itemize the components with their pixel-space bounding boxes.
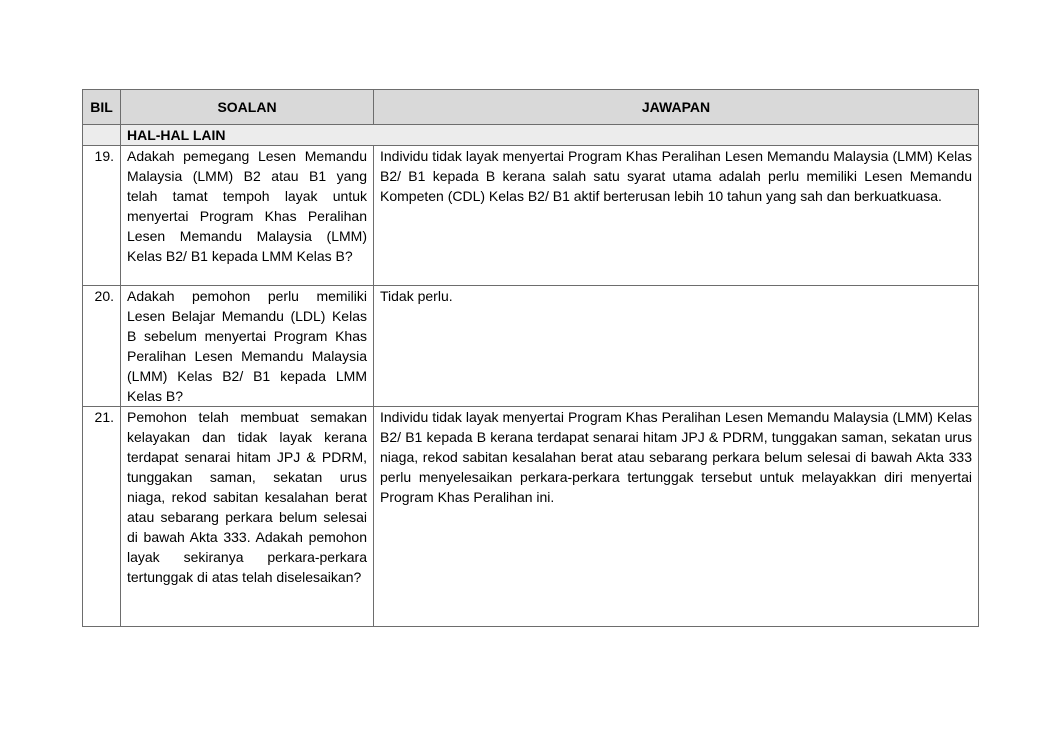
table-header — [83, 90, 979, 125]
answer-cell: Individu tidak layak menyertai Program Khas Peralihan Lesen Memandu Malaysia (LMM) Kelas B2/ B1 kepada B kerana salah satu syarat utama adalah perlu memiliki Lesen Memandu Kompeten (CDL) Kelas B2/ B1 aktif berterusan lebih 10 tahun yang sah dan berkuatkuasa. — [374, 146, 979, 286]
header-soalan: SOALAN — [121, 90, 374, 125]
header-row — [83, 90, 979, 125]
row-number: 19. — [83, 146, 121, 286]
question-cell: Adakah pemegang Lesen Memandu Malaysia (LMM) B2 atau B1 yang telah tamat tempoh layak untuk menyertai Program Khas Peralihan Lesen Memandu Malaysia (LMM) Kelas B2/ B1 kepada LMM Kelas B? — [121, 146, 374, 286]
section-row — [83, 125, 979, 146]
section-title: HAL-HAL LAIN — [121, 125, 979, 146]
header-bil: BIL — [83, 90, 121, 125]
section-bil-cell — [83, 125, 121, 146]
table-body — [83, 125, 979, 627]
faq-table — [82, 89, 979, 627]
header-jawapan: JAWAPAN — [374, 90, 979, 125]
question-cell: Pemohon telah membuat semakan kelayakan dan tidak layak kerana terdapat senarai hitam JPJ & PDRM, tunggakan saman, sekatan urus niaga, rekod sabitan kesalahan berat atau sebarang perkara belum selesai di bawah Akta 333. Adakah pemohon layak sekiranya perkara-perkara tertunggak di atas telah diselesaikan? — [121, 407, 374, 627]
table-row — [83, 407, 979, 627]
question-cell: Adakah pemohon perlu memiliki Lesen Belajar Memandu (LDL) Kelas B sebelum menyertai Program Khas Peralihan Lesen Memandu Malaysia (LMM) Kelas B2/ B1 kepada LMM Kelas B? — [121, 286, 374, 407]
table-row — [83, 146, 979, 286]
row-number: 20. — [83, 286, 121, 407]
row-number: 21. — [83, 407, 121, 627]
table-row — [83, 286, 979, 407]
answer-cell: Tidak perlu. — [374, 286, 979, 407]
answer-cell: Individu tidak layak menyertai Program Khas Peralihan Lesen Memandu Malaysia (LMM) Kelas B2/ B1 kepada B kerana terdapat senarai hitam JPJ & PDRM, tunggakan saman, sekatan urus niaga, rekod sabitan kesalahan berat atau sebarang perkara belum selesai di bawah Akta 333 perlu menyelesaikan perkara-perkara tertunggak tersebut untuk melayakkan diri menyertai Program Khas Peralihan ini. — [374, 407, 979, 627]
